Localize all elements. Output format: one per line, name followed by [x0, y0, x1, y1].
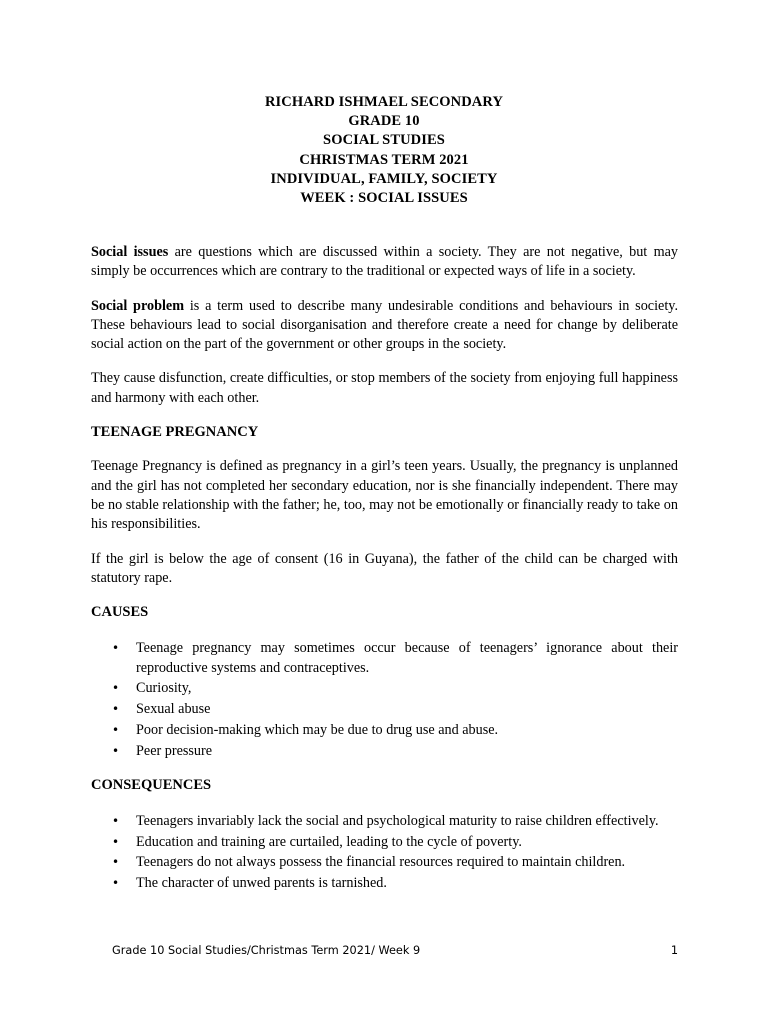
- list-item-text: Teenagers do not always possess the financial resources required to maintain children.: [136, 854, 626, 871]
- list-item: [91, 853, 678, 872]
- teenage-pregnancy-definition: Teenage Pregnancy is defined as pregnancy in a girl’s teen years. Usually, the pregnancy is unplanned and the girl has not completed her secondary education, nor is she financially independent. There may be no stable relationship with the father; he, too, may not be emotionally or financially ready to take on his responsibilities.: [91, 458, 678, 533]
- bullet-icon: •: [112, 834, 120, 849]
- social-issues-definition: are questions which are discussed within a society. They are not negative, but may simply be occurrences which are contrary to the traditional or expected ways of life in a society.: [91, 244, 679, 280]
- bullet-icon: •: [112, 641, 120, 656]
- causes-heading: CAUSES: [91, 604, 149, 621]
- list-item-text: Teenage pregnancy may sometimes occur because of teenagers’ ignorance about their reproductive systems and contraceptives.: [136, 640, 678, 676]
- social-problem-definition: is a term used to describe many undesirable conditions and behaviours in society. These behaviours lead to social disorganisation and therefore create a need for change by deliberate social action on the part of the government or other groups in the society.: [91, 297, 678, 353]
- page-number: 1: [670, 944, 678, 957]
- list-item: [91, 874, 678, 893]
- list-item-text: Education and training are curtailed, leading to the cycle of poverty.: [136, 833, 522, 850]
- list-item-text: Peer pressure: [136, 742, 213, 759]
- school-name: RICHARD ISHMAEL SECONDARY: [264, 94, 504, 110]
- footer-text: Grade 10 Social Studies/Christmas Term 2021/ Week 9: [112, 944, 421, 957]
- social-issues-term: Social issues: [91, 244, 169, 260]
- list-item-text: The character of unwed parents is tarnished.: [136, 875, 387, 892]
- list-item-text: Teenagers invariably lack the social and psychological maturity to raise children effectively.: [136, 813, 659, 830]
- document-header: [0, 93, 768, 208]
- bullet-icon: •: [112, 702, 120, 717]
- unit-label: INDIVIDUAL, FAMILY, SOCIETY: [270, 170, 498, 187]
- list-item-text: Poor decision-making which may be due to drug use and abuse.: [136, 721, 499, 738]
- list-item: [91, 639, 678, 678]
- list-item-text: Sexual abuse: [136, 701, 211, 718]
- list-item: [91, 721, 678, 740]
- list-item: [91, 833, 678, 852]
- list-item: [91, 679, 678, 698]
- consequences-list: [91, 812, 678, 893]
- subject-label: SOCIAL STUDIES: [323, 132, 445, 149]
- social-problem-paragraph: [91, 297, 678, 355]
- teenage-pregnancy-heading: TEENAGE PREGNANCY: [91, 424, 259, 441]
- document-body: [91, 243, 678, 895]
- social-problem-term: Social problem: [91, 297, 185, 314]
- bullet-icon: •: [112, 722, 120, 737]
- list-item: [91, 742, 678, 761]
- list-item: [91, 700, 678, 719]
- age-of-consent-paragraph: If the girl is below the age of consent (16 in Guyana), the father of the child can be charged with statutory rape.: [91, 550, 678, 586]
- list-item: [91, 812, 678, 831]
- causes-list: [91, 639, 678, 760]
- list-item-text: Curiosity,: [136, 680, 192, 697]
- bullet-icon: •: [112, 876, 120, 891]
- bullet-icon: •: [112, 743, 120, 758]
- effects-paragraph: They cause disfunction, create difficulties, or stop members of the society from enjoying full happiness and harmony with each other.: [91, 370, 678, 406]
- term-label: CHRISTMAS TERM 2021: [299, 151, 469, 168]
- bullet-icon: •: [112, 855, 120, 870]
- bullet-icon: •: [112, 681, 120, 696]
- social-issues-paragraph: [91, 243, 678, 282]
- consequences-heading: CONSEQUENCES: [91, 776, 212, 793]
- week-label: WEEK : SOCIAL ISSUES: [300, 190, 468, 207]
- grade-label: GRADE 10: [348, 113, 420, 130]
- bullet-icon: •: [112, 814, 120, 829]
